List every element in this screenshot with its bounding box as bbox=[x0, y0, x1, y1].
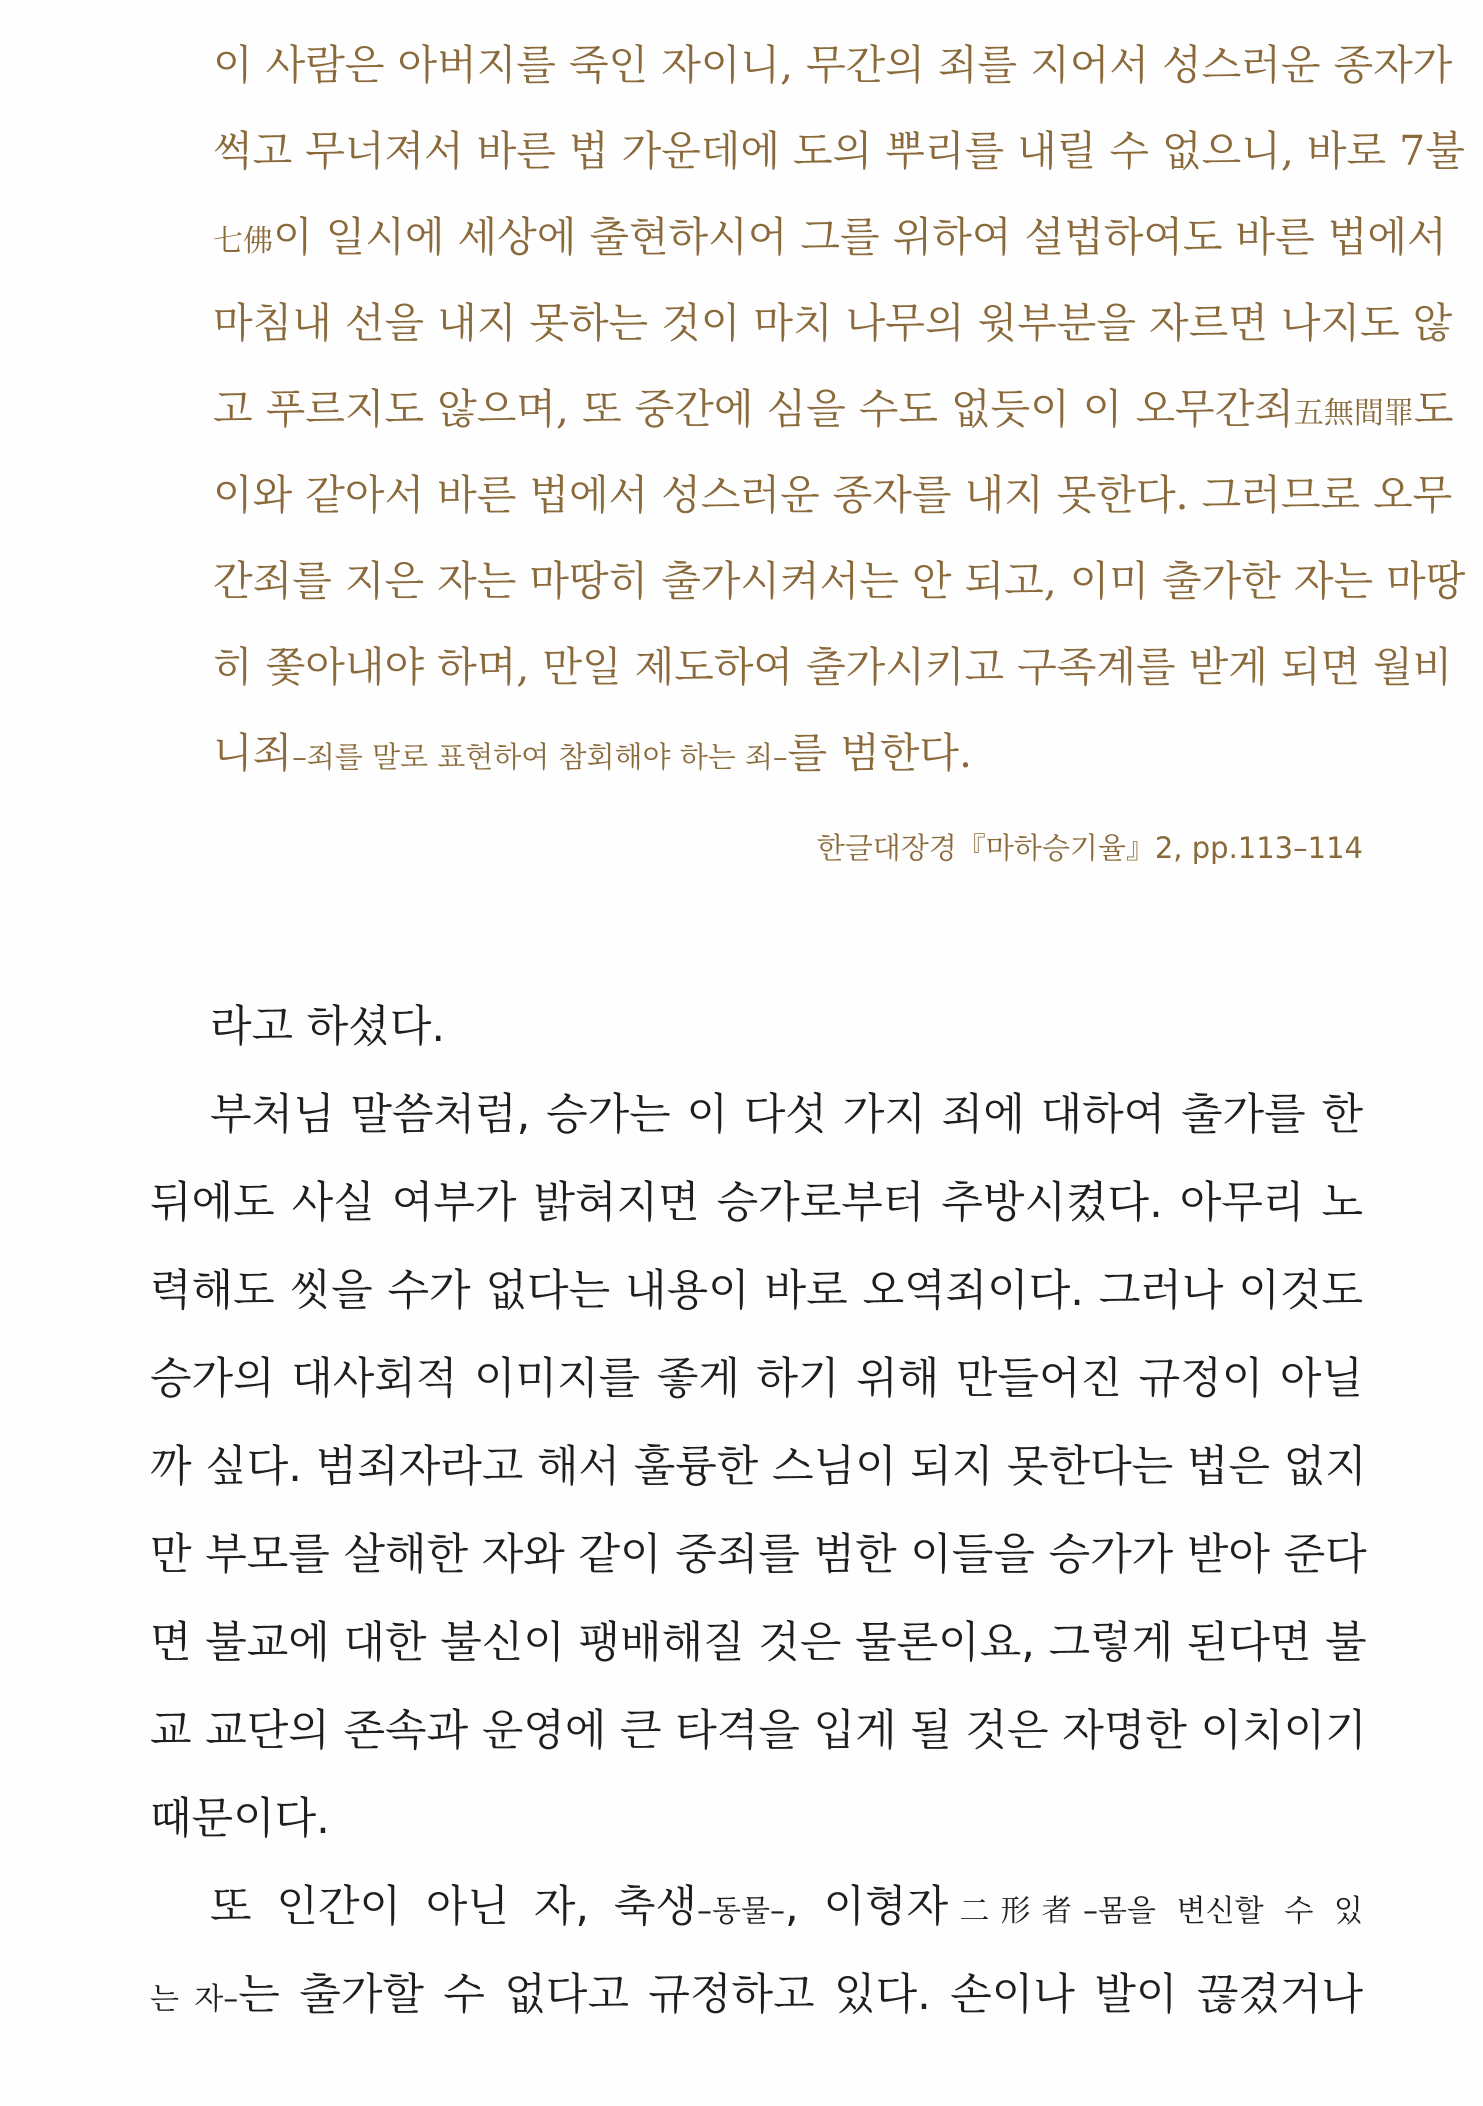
quote-line-6: 이와 같아서 바른 법에서 성스러운 종자를 내지 못한다. 그러므로 오무 bbox=[213, 471, 1453, 519]
quote-line-9-tail: 를 범한다. bbox=[787, 729, 973, 777]
body-line-9: 교 교단의 존속과 운영에 큰 타격을 입게 될 것은 자명한 이치이기 bbox=[150, 1706, 1367, 1756]
quote-line-5-tail: 도 bbox=[1413, 385, 1454, 433]
quote-line-8: 히 쫓아내야 하며, 만일 제도하여 출가시키고 구족계를 받게 되면 월비 bbox=[213, 643, 1453, 691]
body-line-7: 만 부모를 살해한 자와 같이 중죄를 범한 이들을 승가가 받아 준다 bbox=[150, 1530, 1367, 1580]
body-line-1: 라고 하셨다. bbox=[210, 1002, 446, 1052]
body-note-animal: –동물– bbox=[697, 1894, 785, 1929]
body-line-8: 면 불교에 대한 불신이 팽배해질 것은 물론이요, 그렇게 된다면 불 bbox=[150, 1618, 1367, 1668]
body-line-11 bbox=[210, 1880, 1363, 1939]
source-citation: 한글대장경『마하승기율』2, pp.113–114 bbox=[816, 831, 1363, 865]
quote-line-7: 간죄를 지은 자는 마땅히 출가시켜서는 안 되고, 이미 출가한 자는 마땅 bbox=[213, 557, 1466, 605]
quote-line-9-text: 니죄 bbox=[213, 729, 293, 777]
quote-line-5 bbox=[213, 384, 1454, 439]
quote-line-2: 썩고 무너져서 바른 법 가운데에 도의 뿌리를 내릴 수 없으니, 바로 7불 bbox=[213, 127, 1465, 175]
body-line-5: 승가의 대사회적 이미지를 좋게 하기 위해 만들어진 규정이 아닐 bbox=[150, 1354, 1363, 1404]
body-line-11-b: , 이형자 bbox=[784, 1882, 949, 1932]
hanja-five-sins: 五無間罪 bbox=[1293, 396, 1414, 431]
body-line-12 bbox=[150, 1968, 1363, 2027]
quote-line-1: 이 사람은 아버지를 죽인 자이니, 무간의 죄를 지어서 성스러운 종자가 bbox=[213, 41, 1453, 89]
hanja-seven-buddhas: 七佛 bbox=[213, 224, 273, 259]
body-hanja-hermaphrodite: 二形者 bbox=[948, 1894, 1083, 1929]
body-line-3: 뒤에도 사실 여부가 밝혀지면 승가로부터 추방시켰다. 아무리 노 bbox=[150, 1178, 1363, 1228]
quote-inline-note: –죄를 말로 표현하여 참회해야 하는 죄– bbox=[292, 740, 788, 774]
quote-line-9 bbox=[213, 728, 972, 782]
body-line-4: 력해도 씻을 수가 없다는 내용이 바로 오역죄이다. 그러나 이것도 bbox=[150, 1266, 1363, 1316]
body-line-6: 까 싶다. 범죄자라고 해서 훌륭한 스님이 되지 못한다는 법은 없지 bbox=[150, 1442, 1367, 1492]
body-line-10: 때문이다. bbox=[150, 1794, 330, 1844]
quote-line-4: 마침내 선을 내지 못하는 것이 마치 나무의 윗부분을 자르면 나지도 않 bbox=[213, 299, 1453, 347]
body-line-2: 부처님 말씀처럼, 승가는 이 다섯 가지 죄에 대하여 출가를 한 bbox=[210, 1090, 1363, 1140]
quote-line-3-text: 이 일시에 세상에 출현하시어 그를 위하여 설법하여도 바른 법에서 bbox=[273, 213, 1447, 261]
body-note-transform: –몸을 변신할 수 있 bbox=[1082, 1894, 1364, 1929]
quote-line-5-text: 고 푸르지도 않으며, 또 중간에 심을 수도 없듯이 이 오무간죄 bbox=[213, 385, 1294, 433]
body-note-person: 는 자– bbox=[150, 1982, 239, 2017]
quote-line-3 bbox=[213, 212, 1447, 267]
body-line-12-rest: 는 출가할 수 없다고 규정하고 있다. 손이나 발이 끊겼거나 bbox=[238, 1970, 1364, 2020]
body-line-11-a: 또 인간이 아닌 자, 축생 bbox=[210, 1882, 697, 1932]
